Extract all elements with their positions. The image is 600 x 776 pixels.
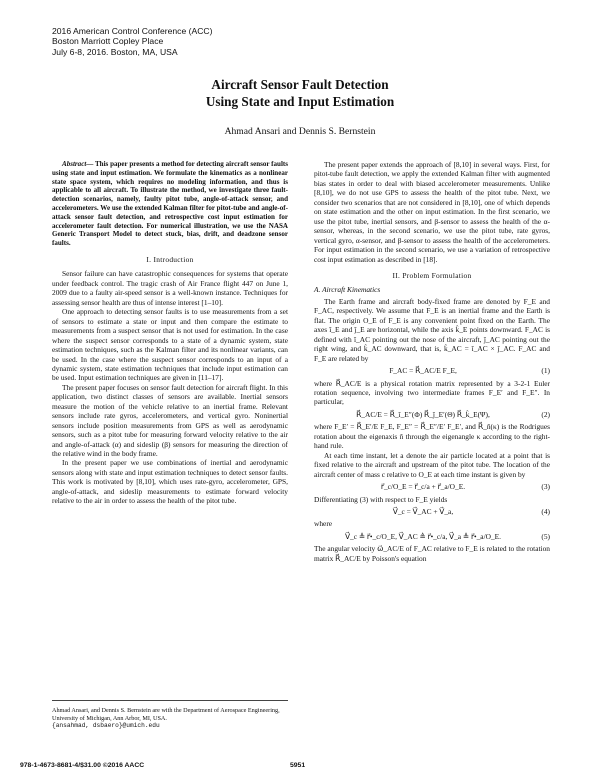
title-line-1: Aircraft Sensor Fault Detection xyxy=(211,77,389,92)
section-heading-problem-formulation: II. Problem Formulation xyxy=(392,270,472,280)
conference-name: 2016 American Control Conference (ACC) xyxy=(52,26,213,36)
intro-paragraph: The present paper focuses on sensor fault detection for aircraft flight. In this application, two distinct classes of sensors are available. Inertial sensors measure the motion of the vehicle relative to an inertial frame. Relevant sensors include rate gyros, accelerometers, and vertical gyro. Noninertial sensors include position measurements from GPS as well as aerodynamic sensors, such as a pitot tube for measuring forward velocity relative to the air and angle-of-attack (α) and sideslip (β) sensors for measuring the direction of the relative wind in the body frame. xyxy=(52,382,288,459)
equation-4 xyxy=(314,504,550,519)
body-paragraph: At each time instant, let a denote the air particle located at a point that is fixed relative to the aircraft and upstream of the pitot tube. The location of the aircraft center of mass c relative to O_E at each time instant is given by xyxy=(314,450,550,479)
footnote-email: {ansahmad, dsbaero}@umich.edu xyxy=(52,722,160,730)
abstract xyxy=(52,160,288,248)
equation-body: r⃗_c/O_E = r⃗_c/a + r⃗_a/O_E. xyxy=(380,482,466,492)
conference-header xyxy=(52,26,213,57)
intro-paragraph: In the present paper we use combinations of inertial and aerodynamic sensors along with state and input estimation techniques to detect sensor faults. This work is motivated by [8,10], which uses rate-gyro, accelerometer, GPS, angle-of-attack, and sideslip measurements to estimate forward velocity relative to the air in order to assess the health of the pitot tube. xyxy=(52,458,288,506)
body-paragraph: where R⃗_AC/E is a physical rotation matrix represented by a 3-2-1 Euler rotation sequence, involving two intermediate frames F_E′ and F_E″. In particular, xyxy=(314,378,550,407)
equation-body: R⃗_AC/E = R⃗_î_E″(Φ) R⃗_ĵ_E′(Θ) R⃗_k̂_E(Ψ), xyxy=(356,409,490,419)
equation-body: F_AC = R⃗_AC/E F_E, xyxy=(389,366,457,376)
abstract-text: — This paper presents a method for detecting aircraft sensor faults using state and input estimation. We formulate the kinematics as a nonlinear state space system, which requires no modeling information, and thus is applicable to all aircraft. To illustrate the method, we investigate three fault-detection scenarios, namely, faulty pitot tube, angle-of-attack sensor, and accelerometers. We use the extended Kalman filter for pitot-tube and angle-of-attack sensor fault detection, and retrospective cost input estimation for accelerometer fault detection. For numerical illustration, we use the NASA Generic Transport Model to detect stuck, bias, drift, and deadzone sensor faults. xyxy=(52,160,288,248)
body-paragraph: where xyxy=(314,519,333,529)
equation-body: V⃗_c = V⃗_AC + V⃗_a, xyxy=(392,506,454,516)
equation-body: V⃗_c ≜ r⃗•_c/O_E, V⃗_AC ≜ r⃗•_c/a, V⃗_a ≜ r⃗•_a/O_E. xyxy=(344,531,502,541)
body-paragraph: where F_E′ = R⃗_E′/E F_E, F_E″ = R⃗_E″/E′ F_E′, and R⃗_n̂(κ) is the Rodrigues rotation about the eigenaxis n̂ through the eigenangle κ according to the right-hand rule. xyxy=(314,422,550,451)
conference-venue: Boston Marriott Copley Place xyxy=(52,36,164,47)
page-number: 5951 xyxy=(290,762,306,769)
authors: Ahmad Ansari and Dennis S. Bernstein xyxy=(224,126,376,137)
equation-3 xyxy=(314,479,550,494)
intro-paragraph: Sensor failure can have catastrophic consequences for systems that operate under feedback control. The tragic crash of Air France flight 447 on June 1, 2009 due to a faulty air-speed sensor is a well-known instance. Techniques for assessing sensor health are thus of intense interest [1–10]. xyxy=(52,269,288,307)
abstract-label: Abstract xyxy=(62,160,87,168)
right-column xyxy=(314,160,550,563)
equation-number: (2) xyxy=(541,409,550,419)
equation-1 xyxy=(314,363,550,378)
equation-number: (4) xyxy=(541,506,550,516)
section-heading-introduction: I. Introduction xyxy=(146,254,194,264)
footnote-text: Ahmad Ansari, and Dennis S. Bernstein are with the Department of Aerospace Engineering, University of Michigan, Ann Arbor, MI, USA. xyxy=(52,707,280,722)
subsection-heading: A. Aircraft Kinematics xyxy=(314,285,381,295)
title-line-2: Using State and Input Estimation xyxy=(205,94,395,109)
isbn-footer: 978-1-4673-8681-4/$31.00 ©2016 AACC xyxy=(20,762,145,769)
equation-number: (3) xyxy=(541,482,550,492)
equation-number: (5) xyxy=(541,531,550,541)
body-paragraph: Differentiating (3) with respect to F_E yields xyxy=(314,494,448,504)
equation-2 xyxy=(314,407,550,422)
equation-number: (1) xyxy=(541,366,550,376)
body-paragraph: The Earth frame and aircraft body-fixed frame are denoted by F_E and F_AC, respectively. We assume that F_E is an inertial frame and the Earth is flat. The origin O_E of F_E is any convenient point fixed on the Earth. The axes î_E and ĵ_E are horizontal, while the axis k̂_E points downward. F_AC is defined with î_AC pointing out the nose of the aircraft, ĵ_AC pointing out the right wing, and k̂_AC downward, that is, k̂_AC = î_AC × ĵ_AC. F_AC and F_E are related by xyxy=(314,296,550,363)
body-paragraph: The angular velocity ω⃗_AC/E of F_AC relative to F_E is related to the rotation matrix R⃗_AC/E by Poisson's equation xyxy=(314,544,550,563)
equation-5 xyxy=(314,529,550,544)
left-column xyxy=(52,160,288,506)
body-paragraph: The present paper extends the approach of [8,10] in several ways. First, for pitot-tube fault detection, we apply the extended Kalman filter with augmented bias states in order to deal with biased accelerometer measurements. Unlike [8,10], we do not use GPS to assess the health of the pitot tube. Next, we consider two scenarios that are not considered in [8,10], one of which depends on state estimation and the other on input estimation. In the first scenario, we use the pitot tube, inertial sensors, and β-sensor to assess the health of the α-sensor, whereas, in the second scenario, we use the pitot tube, rate gyros, vertical gyro, α-sensor, and β-sensor to assess the health of the accelerometers. For input estimation in the second scenario, we use a variation of retrospective cost input estimation as described in [18]. xyxy=(314,160,550,264)
paper-title xyxy=(0,76,600,110)
intro-paragraph: One approach to detecting sensor faults is to use measurements from a set of sensors to estimate a state or input and then compare the estimate to measurements from a suspect sensor that is not used for estimation. In the case where the suspect sensor corresponds to a state of a dynamic system, state estimation techniques, such as the Kalman filter and its nonlinear variants, can be used. In the case where the suspect sensor corresponds to an input of a dynamic system, state estimation techniques that include input estimation can be used. Input estimation techniques are given in [11–17]. xyxy=(52,307,288,383)
conference-date: July 6-8, 2016. Boston, MA, USA xyxy=(52,46,178,57)
footnote xyxy=(52,700,288,730)
